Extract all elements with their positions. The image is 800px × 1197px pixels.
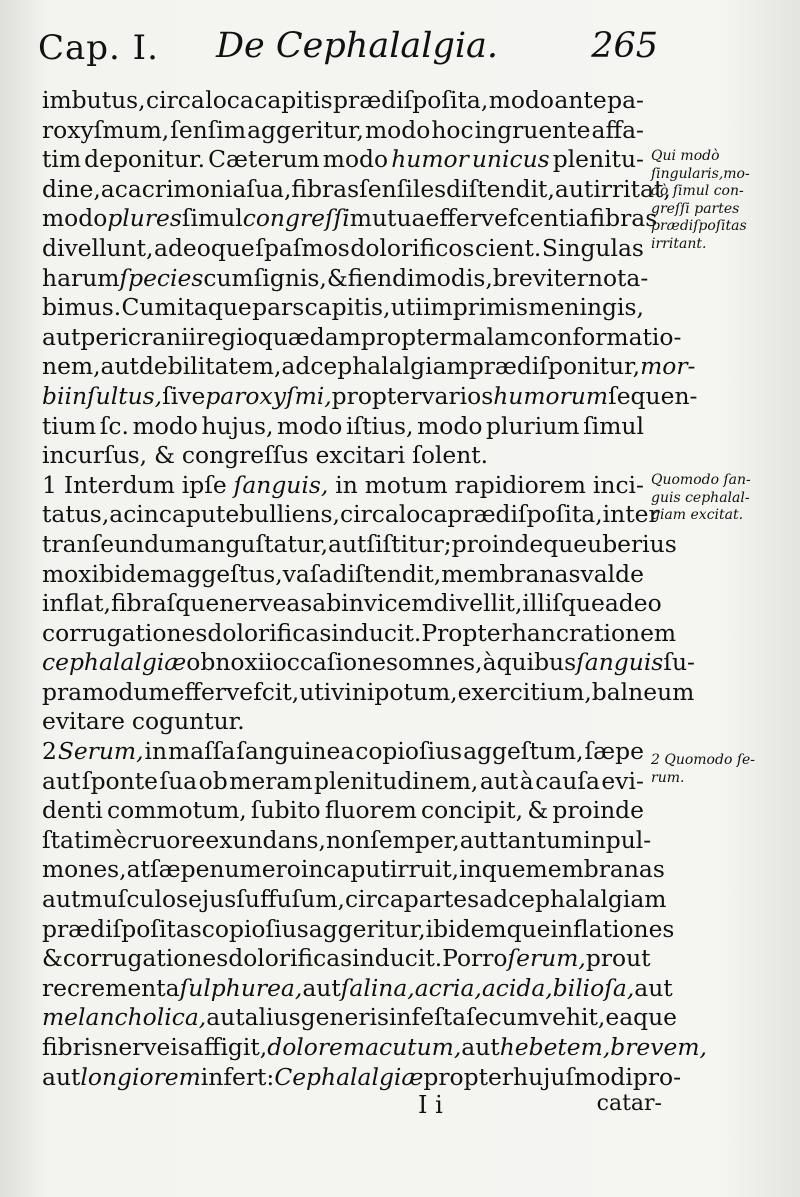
text-line: divellunt, adeoque ſpaſmos dolorificos cient. Singulas bbox=[42, 233, 644, 262]
margin-note bbox=[651, 472, 798, 525]
text-line: 1 Interdum ipſe ſanguis, in motum rapidiorem inci- bbox=[42, 470, 644, 499]
text-line: inflat, fibraſque nerveas ab invicem divellit, illiſque adeo bbox=[42, 589, 662, 618]
text-line: denti commotum, ſubito fluorem concipit, & proinde bbox=[42, 796, 644, 825]
running-title: De Cephalalgia. bbox=[216, 26, 499, 66]
text-line: tim deponitur. Cæterum modo humor unicus plenitu- bbox=[42, 145, 644, 174]
text-line: prædiſpoſitas copioſius aggeritur, ibidemque inflationes bbox=[42, 914, 675, 943]
text-line: corrugationes dolorificas inducit. Propter hanc rationem bbox=[42, 618, 677, 647]
text-line: fibris nerveis affigit, dolorem acutum, aut hebetem, brevem, bbox=[42, 1033, 707, 1061]
margin-note bbox=[651, 752, 798, 787]
margin-note bbox=[651, 148, 798, 253]
text-line: imbutus, circa loca capitis prædiſpoſita, modo ante pa- bbox=[42, 86, 644, 114]
margin-note-line: guis cephalal- bbox=[651, 489, 750, 506]
text-line: evitare coguntur. bbox=[42, 707, 245, 736]
text-line: ſtatim è cruore exundans, non ſemper, aut tantum in pul- bbox=[42, 825, 652, 854]
margin-note-line: rum. bbox=[651, 769, 685, 786]
text-line: incurſus, & congreſſus excitari ſolent. bbox=[42, 441, 489, 470]
margin-note-line: Quomodo ſan- bbox=[651, 472, 751, 488]
chapter-label: Cap. I. bbox=[38, 28, 159, 68]
margin-note-line: ſingularis,mo- bbox=[651, 165, 750, 182]
margin-note-line: prædiſpoſitas bbox=[651, 218, 747, 234]
text-line: aut ſponte ſua ob meram plenitudinem, aut à cauſa evi- bbox=[42, 766, 644, 795]
text-line: tatus, ac in caput ebulliens, circa loca prædiſpoſita, inter bbox=[42, 500, 660, 529]
text-line: aut pericranii regio quædam propter malam conformatio- bbox=[42, 322, 682, 351]
margin-note-line: Qui modò bbox=[651, 148, 720, 164]
margin-note-line: irritant. bbox=[651, 235, 707, 252]
text-line: tium ſc. modo hujus, modo iſtius, modo plurium ſimul bbox=[42, 411, 644, 440]
text-line: roxyſmum, ſenſim aggeritur, modo hoc ingruente affa- bbox=[42, 115, 644, 144]
text-line: harum ſpecies cum ſignis, & fiendi modis, breviter nota- bbox=[42, 263, 649, 292]
margin-note-line: 2 Quomodo ſe- bbox=[651, 752, 756, 768]
text-line: mones, at ſæpenumero in caput irruit, inque membranas bbox=[42, 855, 665, 884]
page-footer bbox=[42, 1087, 662, 1127]
text-line: mox ibidem aggeſtus, vaſa diſtendit, membranas valde bbox=[42, 559, 644, 588]
running-header bbox=[38, 16, 658, 76]
text-line: & corrugationes dolorificas inducit. Porro ſerum, prout bbox=[42, 944, 651, 973]
text-line: dine, ac acrimonia ſua, fibras ſenſiles diſtendit, aut irritat, bbox=[42, 174, 671, 203]
text-line: nem, aut debilitatem, ad cephalalgiam prædiſponitur, mor- bbox=[42, 352, 696, 381]
text-line: modo plures ſimul congreſſi mutua effervefcentia fibras bbox=[42, 204, 658, 233]
text-line: pra modum effervefcit, uti vini potum, exercitium, balneum bbox=[42, 677, 695, 706]
margin-note-line: greſſi partes bbox=[651, 200, 740, 217]
text-line: 2 Serum, in maſſa ſanguinea copioſius aggeſtum, ſæpe bbox=[42, 737, 644, 766]
text-line: recrementa ſulphurea, aut ſalina, acria, acida, bilioſa, aut bbox=[42, 973, 673, 1002]
page-number: 265 bbox=[591, 26, 658, 66]
text-line: bi inſultus, ſive paroxyſmi, propter varios humorum ſequen- bbox=[42, 381, 698, 410]
text-line: cephalalgiæ obnoxii occaſiones omnes, à quibus ſanguis ſu- bbox=[42, 648, 695, 677]
text-line: aut longiorem infert: Cephalalgiæ propter hujuſmodi pro- bbox=[42, 1062, 681, 1091]
margin-note-line: dò ſimul con- bbox=[651, 183, 744, 199]
margin-note-line: giam excitat. bbox=[651, 507, 744, 523]
text-line: melancholica, aut alius generis infeſta ſecum vehit, eaque bbox=[42, 1003, 678, 1032]
text-line: tranſeundum anguſtatur, aut ſiſtitur; proindeque uberius bbox=[42, 529, 677, 558]
text-line: aut muſculos ejus ſuffuſum, circa partes ad cephalalgiam bbox=[42, 885, 667, 914]
signature-mark: I i bbox=[418, 1091, 443, 1119]
catchword: catar- bbox=[596, 1091, 662, 1116]
text-line: bimus. Cum itaque pars capitis, uti imprimis meningis, bbox=[42, 293, 644, 322]
